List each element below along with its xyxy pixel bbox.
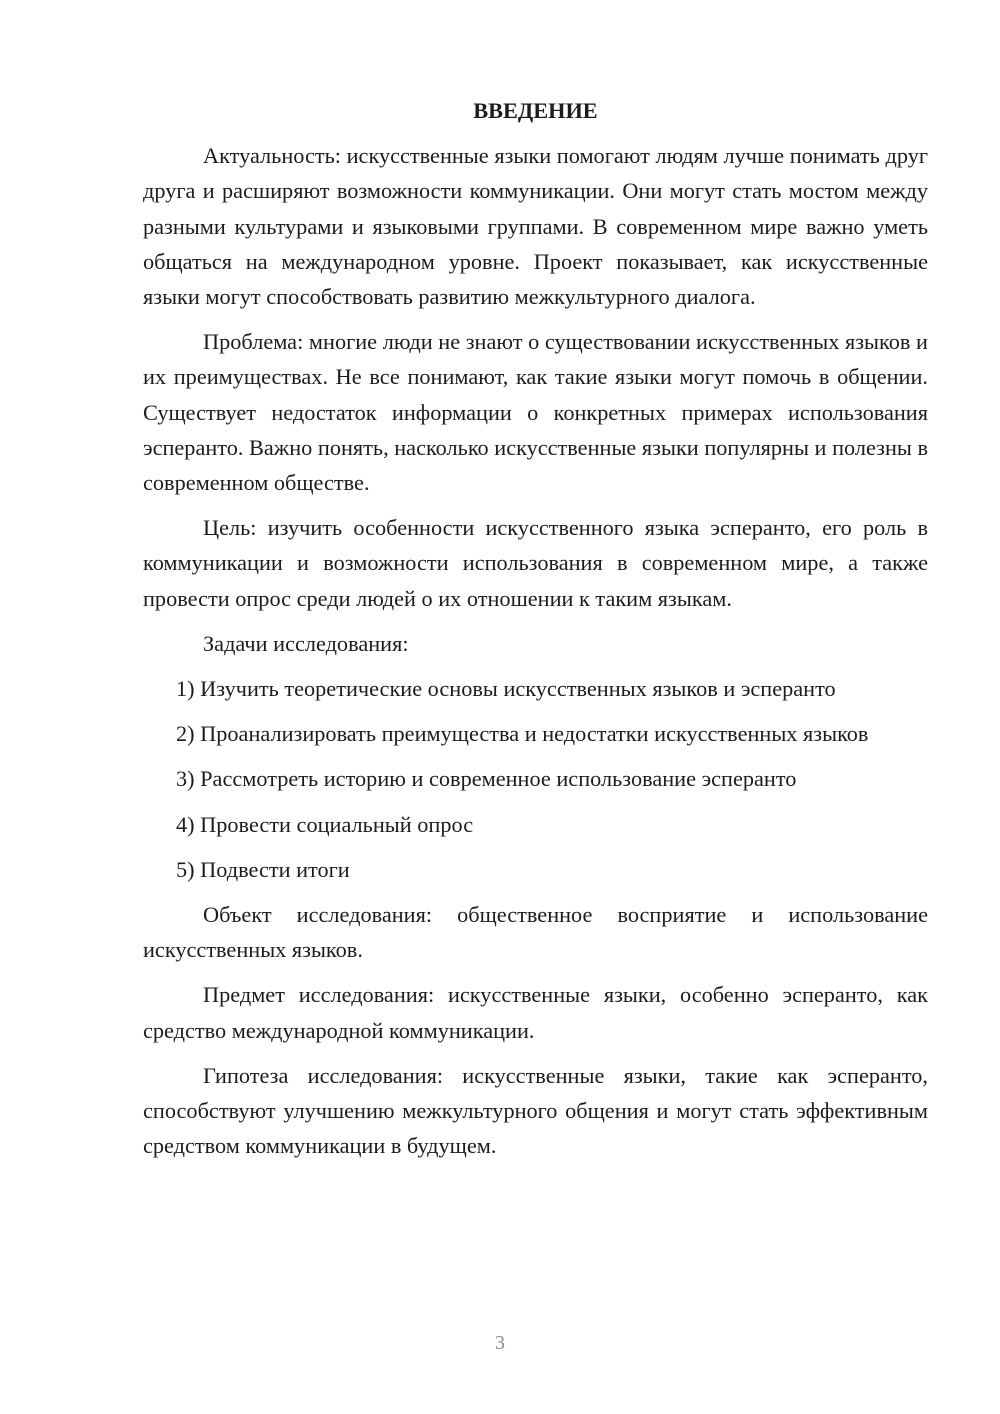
- task-item: 5) Подвести итоги: [176, 856, 350, 882]
- tasks-heading: Задачи исследования:: [203, 630, 409, 656]
- paragraph-hypothesis: Гипотеза исследования: искусственные языки, такие как эсперанто, способствуют улучшению межкультурного общения и могут стать эффективным средством коммуникации в будущем.: [143, 1062, 928, 1159]
- paragraph-object: Объект исследования: общественное восприятие и использование искусственных языков.: [143, 902, 928, 963]
- task-item: 4) Провести социальный опрос: [176, 811, 474, 837]
- page-content: [143, 93, 928, 1173]
- task-item: 2) Проанализировать преимущества и недостатки искусственных языков: [176, 721, 869, 747]
- paragraph-goal: Цель: изучить особенности искусственного языка эсперанто, его роль в коммуникации и возможности использования в современном мире, а также провести опрос среди людей о их отношении к таким языкам.: [143, 515, 928, 611]
- paragraph-relevance: Актуальность: искусственные языки помогают людям лучше понимать друг друга и расширяют возможности коммуникации. Они могут стать мостом между разными культурами и языковыми группами. В современном мире важно уметь общаться на международном уровне. Проект показывает, как искусственные языки могут способствовать развитию межкультурного диалога.: [143, 143, 928, 310]
- paragraph-subject: Предмет исследования: искусственные языки, особенно эсперанто, как средство международной коммуникации.: [143, 982, 928, 1043]
- section-heading: ВВЕДЕНИЕ: [473, 98, 598, 123]
- paragraph-problem: Проблема: многие люди не знают о существовании искусственных языков и их преимуществах. Не все понимают, как такие языки могут помочь в общении. Существует недостаток информации о конкретных примерах использования эсперанто. Важно понять, насколько искусственные языки популярны и полезны в современном обществе.: [143, 329, 928, 496]
- task-item: 1) Изучить теоретические основы искусственных языков и эсперанто: [176, 676, 836, 702]
- task-item: 3) Рассмотреть историю и современное использование эсперанто: [176, 766, 797, 792]
- page-number: 3: [495, 1332, 505, 1354]
